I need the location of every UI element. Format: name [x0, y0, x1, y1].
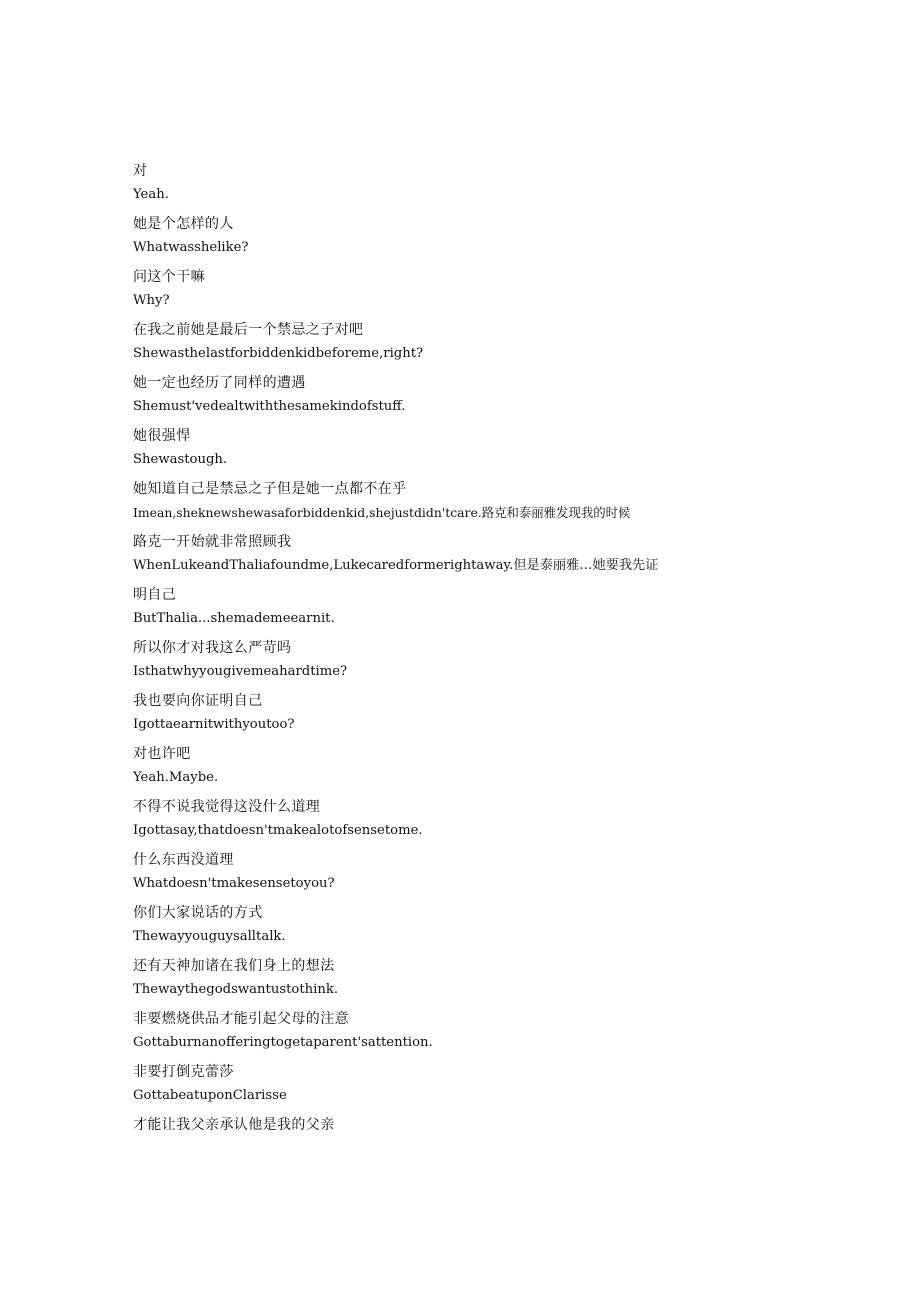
english-subtitle-line: ButThalia...shemademeearnit.	[133, 611, 335, 626]
english-subtitle-line: Yeah.	[133, 187, 169, 202]
chinese-subtitle-line: 她知道自己是禁忌之子但是她一点都不在乎	[133, 481, 407, 497]
chinese-subtitle-line: 她是个怎样的人	[133, 216, 234, 232]
english-subtitle-line: WhenLukeandThaliafoundme,Lukecaredformerightaway.但是泰丽雅…她要我先证	[133, 558, 659, 573]
chinese-subtitle-line: 她一定也经历了同样的遭遇	[133, 375, 306, 391]
chinese-subtitle-line: 问这个干嘛	[133, 269, 205, 285]
english-subtitle-line: Thewaythegodswantustothink.	[133, 982, 339, 997]
english-subtitle-line: Thewayyouguysalltalk.	[133, 929, 286, 944]
english-subtitle-line: Whatdoesn'tmakesensetoyou?	[133, 876, 335, 891]
chinese-subtitle-line: 在我之前她是最后一个禁忌之子对吧	[133, 322, 364, 338]
english-subtitle-line: Why?	[133, 293, 170, 308]
chinese-subtitle-line: 对也许吧	[133, 746, 191, 762]
chinese-subtitle-line: 所以你才对我这么严苛吗	[133, 640, 292, 656]
chinese-subtitle-line: 非要燃烧供品才能引起父母的注意	[133, 1011, 349, 1027]
chinese-subtitle-line: 路克一开始就非常照顾我	[133, 534, 292, 550]
chinese-subtitle-line: 明自己	[133, 587, 177, 603]
english-subtitle-line: Yeah.Maybe.	[133, 770, 219, 785]
chinese-subtitle-line: 她很强悍	[133, 428, 191, 444]
chinese-subtitle-line: 非要打倒克蕾莎	[133, 1064, 234, 1080]
chinese-subtitle-line: 不得不说我觉得这没什么道理	[133, 799, 321, 815]
english-subtitle-line: Whatwasshelike?	[133, 240, 249, 255]
chinese-subtitle-line: 我也要向你证明自己	[133, 693, 263, 709]
english-subtitle-line: Gottaburnanofferingtogetaparent'sattention.	[133, 1035, 433, 1050]
chinese-subtitle-line: 还有天神加诸在我们身上的想法	[133, 958, 335, 974]
english-subtitle-line: Shewasthelastforbiddenkidbeforeme,right?	[133, 346, 424, 361]
english-subtitle-line: Shemust'vedealtwiththesamekindofstuff.	[133, 399, 406, 414]
english-subtitle-line: Igottasay,thatdoesn'tmakealotofsensetome.	[133, 823, 423, 838]
chinese-subtitle-line: 才能让我父亲承认他是我的父亲	[133, 1117, 335, 1133]
subtitle-transcript	[133, 159, 693, 1137]
chinese-subtitle-line: 什么东西没道理	[133, 852, 234, 868]
english-subtitle-line: Imean,sheknewshewasaforbiddenkid,shejustdidn'tcare.路克和泰丽雅发现我的时候	[133, 505, 631, 520]
chinese-subtitle-line: 对	[133, 163, 148, 179]
english-subtitle-line: Isthatwhyyougivemeahardtime?	[133, 664, 348, 679]
english-subtitle-line: GottabeatuponClarisse	[133, 1088, 287, 1103]
english-subtitle-line: Igottaearnitwithyoutoo?	[133, 717, 295, 732]
chinese-subtitle-line: 你们大家说话的方式	[133, 905, 263, 921]
english-subtitle-line: Shewastough.	[133, 452, 228, 467]
